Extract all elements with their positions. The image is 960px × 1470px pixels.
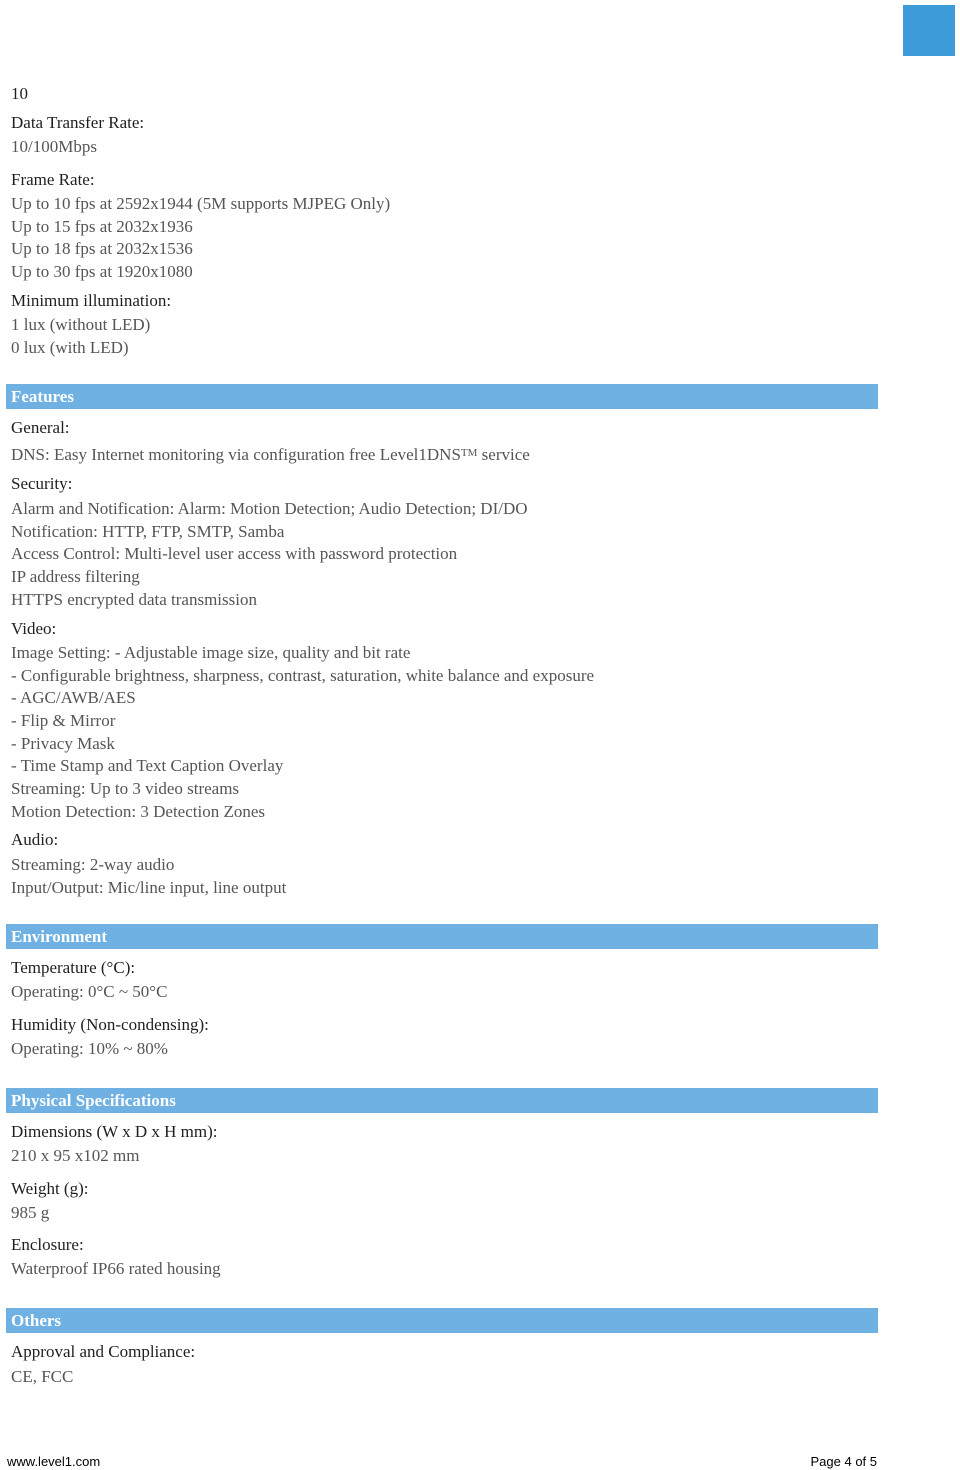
data-transfer-rate-value: 10/100Mbps: [11, 137, 97, 156]
temperature-value: Operating: 0°C ~ 50°C: [11, 982, 168, 1001]
approval-value: CE, FCC: [11, 1367, 74, 1386]
security-label: Security:: [11, 474, 73, 493]
section-title: Environment: [11, 927, 108, 946]
video-line: - AGC/AWB/AES: [11, 688, 136, 707]
section-header-physical: [6, 1088, 878, 1113]
section-header-features: [6, 384, 878, 409]
dimensions-value: 210 x 95 x102 mm: [11, 1146, 140, 1165]
weight-value: 985 g: [11, 1203, 50, 1222]
dimensions-label: Dimensions (W x D x H mm):: [11, 1122, 218, 1141]
data-transfer-rate-label: Data Transfer Rate:: [11, 113, 145, 132]
humidity-label: Humidity (Non-condensing):: [11, 1015, 209, 1034]
enclosure-label: Enclosure:: [11, 1235, 84, 1254]
temperature-label: Temperature (°C):: [11, 958, 136, 977]
frame-rate-line: Up to 18 fps at 2032x1536: [11, 239, 193, 258]
video-line: - Flip & Mirror: [11, 711, 116, 730]
video-line: - Time Stamp and Text Caption Overlay: [11, 756, 284, 775]
video-line: Image Setting: - Adjustable image size, quality and bit rate: [11, 643, 411, 662]
security-line: Alarm and Notification: Alarm: Motion Detection; Audio Detection; DI/DO: [11, 499, 528, 518]
footer-page-number: Page 4 of 5: [810, 1454, 877, 1469]
frame-rate-label: Frame Rate:: [11, 170, 95, 189]
video-line: - Configurable brightness, sharpness, contrast, saturation, white balance and exposure: [11, 666, 595, 685]
audio-line: Input/Output: Mic/line input, line output: [11, 878, 287, 897]
frame-rate-line: Up to 10 fps at 2592x1944 (5M supports MJPEG Only): [11, 194, 391, 213]
weight-label: Weight (g):: [11, 1179, 89, 1198]
humidity-value: Operating: 10% ~ 80%: [11, 1039, 168, 1058]
page-number: 10: [11, 84, 28, 103]
enclosure-value: Waterproof IP66 rated housing: [11, 1259, 221, 1278]
section-title: Others: [11, 1311, 62, 1330]
audio-label: Audio:: [11, 830, 59, 849]
general-suffix: service: [481, 445, 530, 464]
video-line: - Privacy Mask: [11, 734, 115, 753]
frame-rate-line: Up to 15 fps at 2032x1936: [11, 217, 193, 236]
min-illumination-line: 1 lux (without LED): [11, 315, 151, 334]
corner-accent-box: [903, 5, 955, 56]
frame-rate-line: Up to 30 fps at 1920x1080: [11, 262, 193, 281]
min-illumination-label: Minimum illumination:: [11, 291, 172, 310]
general-text: DNS: Easy Internet monitoring via configuration free Level1DNS: [11, 445, 461, 464]
section-title: Features: [11, 387, 74, 406]
min-illumination-line: 0 lux (with LED): [11, 338, 129, 357]
video-line: Motion Detection: 3 Detection Zones: [11, 802, 265, 821]
general-line: [11, 443, 530, 465]
section-header-environment: [6, 924, 878, 949]
security-line: IP address filtering: [11, 567, 140, 586]
security-line: Access Control: Multi-level user access with password protection: [11, 544, 458, 563]
video-line: Streaming: Up to 3 video streams: [11, 779, 240, 798]
section-title: Physical Specifications: [11, 1091, 176, 1110]
audio-line: Streaming: 2-way audio: [11, 855, 175, 874]
security-line: HTTPS encrypted data transmission: [11, 590, 257, 609]
approval-label: Approval and Compliance:: [11, 1342, 196, 1361]
general-label: General:: [11, 418, 70, 437]
footer-website: www.level1.com: [7, 1454, 101, 1469]
security-line: Notification: HTTP, FTP, SMTP, Samba: [11, 522, 285, 541]
video-label: Video:: [11, 619, 57, 638]
section-header-others: [6, 1308, 878, 1333]
trademark-mark: TM: [460, 447, 478, 459]
